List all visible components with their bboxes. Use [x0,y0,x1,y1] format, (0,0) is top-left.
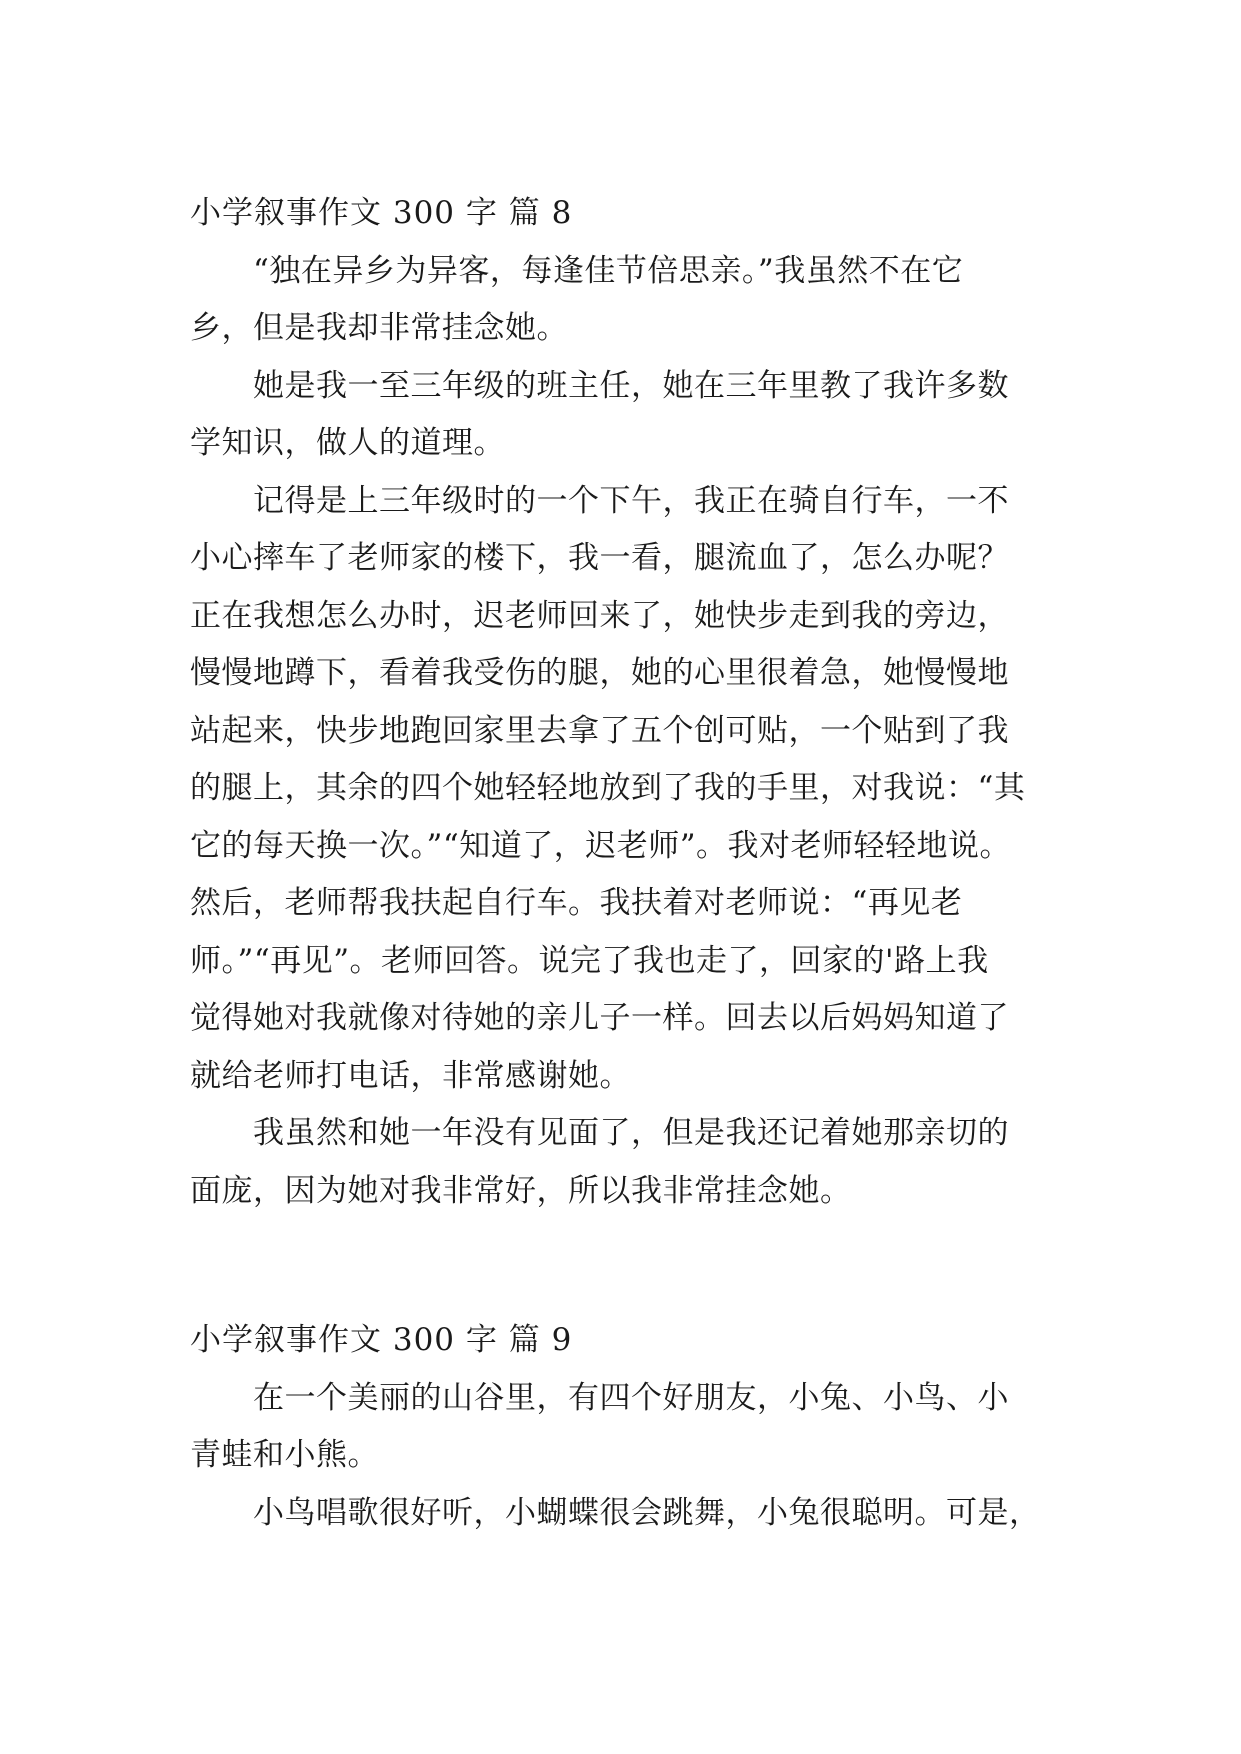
paragraph-line: 学知识，做人的道理。 [190,425,505,461]
paragraph-line: 的腿上，其余的四个她轻轻地放到了我的手里，对我说：“其 [190,770,1026,806]
paragraph-line: 在一个美丽的山谷里，有四个好朋友，小兔、小鸟、小 [253,1380,1009,1416]
paragraph-line: 觉得她对我就像对待她的亲儿子一样。回去以后妈妈知道了 [190,1000,1009,1036]
paragraph-line: 正在我想怎么办时，迟老师回来了，她快步走到我的旁边， [190,598,1009,634]
essay-title-9: 小学叙事作文 300 字 篇 9 [190,1322,573,1358]
paragraph-line: “独在异乡为异客，每逢佳节倍思亲。”我虽然不在它 [253,253,964,289]
paragraph-line: 然后，老师帮我扶起自行车。我扶着对老师说：“再见老 [190,885,963,921]
paragraph-line: 记得是上三年级时的一个下午，我正在骑自行车，一不 [253,483,1009,519]
essay-title-8: 小学叙事作文 300 字 篇 8 [190,195,573,231]
paragraph-line: 我虽然和她一年没有见面了，但是我还记着她那亲切的 [253,1115,1009,1151]
paragraph-line: 她是我一至三年级的班主任，她在三年里教了我许多数 [253,368,1009,404]
paragraph-line: 慢慢地蹲下，看着我受伤的腿，她的心里很着急，她慢慢地 [190,655,1009,691]
paragraph-line: 它的每天换一次。”“知道了，迟老师”。我对老师轻轻地说。 [190,828,1012,864]
paragraph-line: 面庞，因为她对我非常好，所以我非常挂念她。 [190,1173,852,1209]
paragraph-line: 乡，但是我却非常挂念她。 [190,310,568,346]
paragraph-line: 小心摔车了老师家的楼下，我一看，腿流血了，怎么办呢？ [190,540,1009,576]
paragraph-line: 小鸟唱歌很好听，小蝴蝶很会跳舞，小兔很聪明。可是， [253,1495,1041,1531]
paragraph-line: 站起来，快步地跑回家里去拿了五个创可贴，一个贴到了我 [190,713,1009,749]
paragraph-line: 师。”“再见”。老师回答。说完了我也走了，回家的'路上我 [190,943,989,979]
paragraph-line: 就给老师打电话，非常感谢她。 [190,1058,631,1094]
paragraph-line: 青蛙和小熊。 [190,1437,379,1473]
